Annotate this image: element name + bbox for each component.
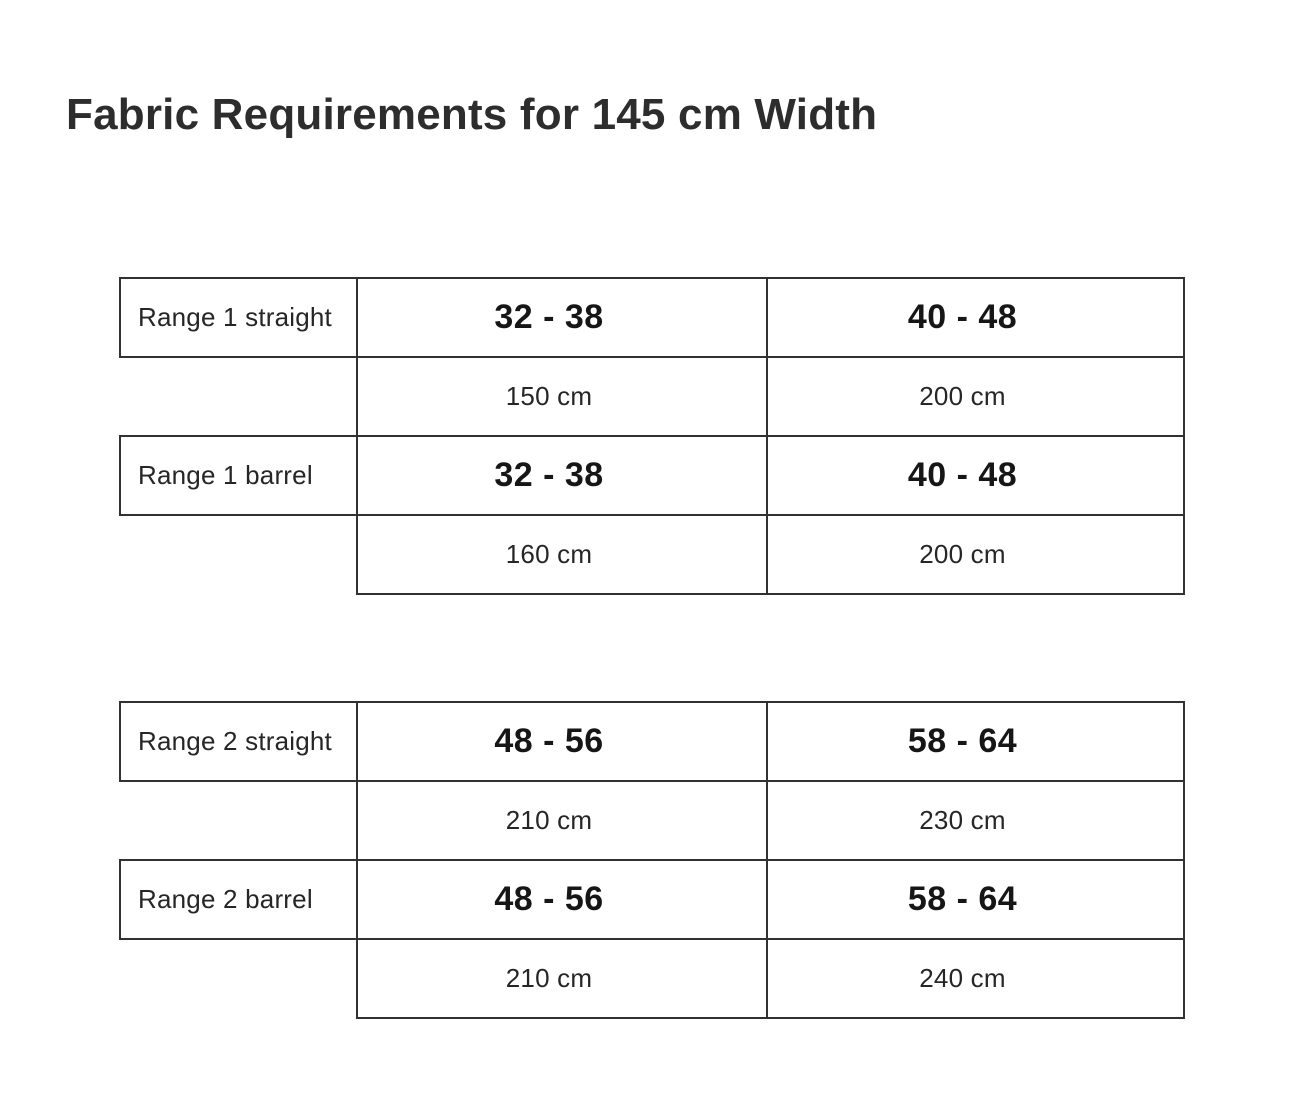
size-range-row [120, 860, 1184, 939]
empty-label-cell [120, 939, 357, 1018]
size-range-cell: 48 - 56 [357, 860, 767, 939]
size-range-row [120, 278, 1184, 357]
size-range-cell: 58 - 64 [767, 860, 1184, 939]
fabric-length-row [120, 515, 1184, 594]
fabric-table-range-2 [119, 701, 1185, 1019]
fabric-length-row [120, 939, 1184, 1018]
size-range-row [120, 702, 1184, 781]
fabric-length-cell: 200 cm [767, 515, 1184, 594]
row-label-cell: Range 2 barrel [120, 860, 357, 939]
fabric-length-cell: 200 cm [767, 357, 1184, 436]
row-label-cell: Range 2 straight [120, 702, 357, 781]
fabric-length-cell: 150 cm [357, 357, 767, 436]
page-title: Fabric Requirements for 145 cm Width [66, 90, 878, 140]
empty-label-cell [120, 515, 357, 594]
size-range-row [120, 436, 1184, 515]
size-range-cell: 32 - 38 [357, 436, 767, 515]
size-range-cell: 40 - 48 [767, 436, 1184, 515]
size-range-cell: 40 - 48 [767, 278, 1184, 357]
size-range-cell: 48 - 56 [357, 702, 767, 781]
size-range-cell: 58 - 64 [767, 702, 1184, 781]
fabric-length-cell: 160 cm [357, 515, 767, 594]
fabric-length-cell: 230 cm [767, 781, 1184, 860]
empty-label-cell [120, 781, 357, 860]
row-label-cell: Range 1 straight [120, 278, 357, 357]
fabric-length-cell: 240 cm [767, 939, 1184, 1018]
empty-label-cell [120, 357, 357, 436]
fabric-length-row [120, 781, 1184, 860]
fabric-length-cell: 210 cm [357, 939, 767, 1018]
fabric-length-cell: 210 cm [357, 781, 767, 860]
fabric-table-range-1 [119, 277, 1185, 595]
fabric-length-row [120, 357, 1184, 436]
row-label-cell: Range 1 barrel [120, 436, 357, 515]
size-range-cell: 32 - 38 [357, 278, 767, 357]
